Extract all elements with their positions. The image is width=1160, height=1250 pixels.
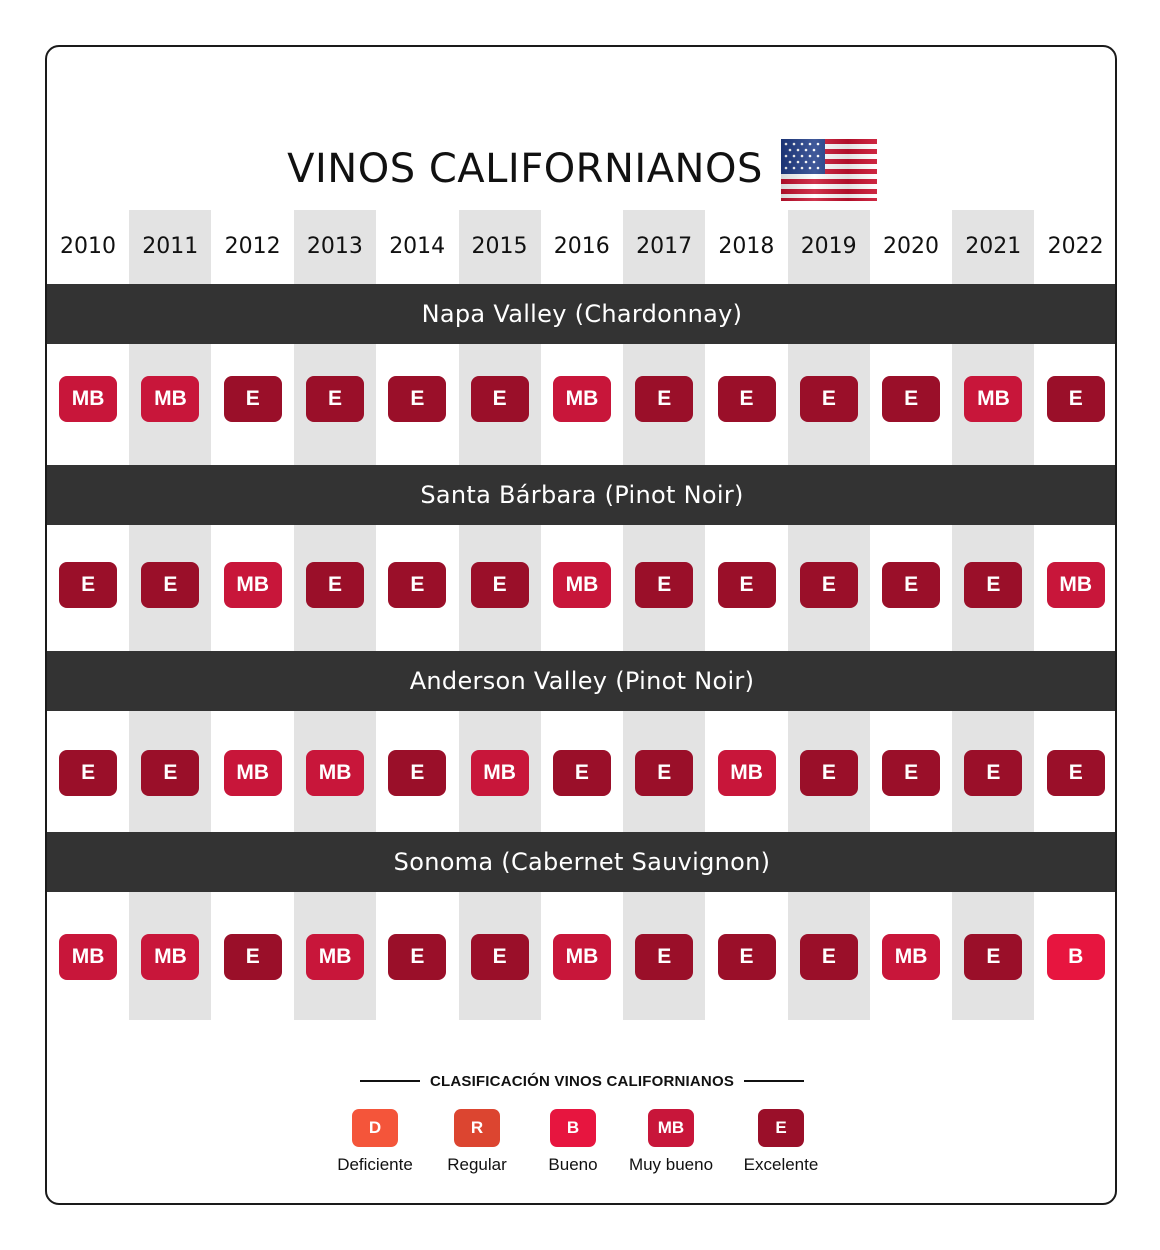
year-header-2019: 2019 xyxy=(800,233,857,259)
rating-badge: MB xyxy=(553,376,611,422)
rating-badge: E xyxy=(553,750,611,796)
rating-badge: E xyxy=(964,562,1022,608)
rating-badge: E xyxy=(224,376,282,422)
rating-badge: E xyxy=(882,376,940,422)
legend-label: Muy bueno xyxy=(628,1155,714,1174)
rating-badge: E xyxy=(306,562,364,608)
rating-badge: E xyxy=(388,562,446,608)
rating-badge: E xyxy=(800,562,858,608)
rating-badge: MB xyxy=(718,750,776,796)
rating-badge: MB xyxy=(306,934,364,980)
rating-badge: E xyxy=(635,376,693,422)
rating-badge: E xyxy=(306,376,364,422)
rating-badge: E xyxy=(882,562,940,608)
page-title: VINOS CALIFORNIANOS xyxy=(287,146,763,192)
region-header: Sonoma (Cabernet Sauvignon) xyxy=(47,832,1117,892)
rating-badge: E xyxy=(635,562,693,608)
rating-badge: E xyxy=(718,562,776,608)
rating-badge: E xyxy=(882,750,940,796)
rating-badge: E xyxy=(59,562,117,608)
rating-badge: E xyxy=(800,934,858,980)
year-header-2018: 2018 xyxy=(718,233,775,259)
rating-badge: MB xyxy=(964,376,1022,422)
rating-badge: E xyxy=(800,750,858,796)
year-header-2015: 2015 xyxy=(471,233,528,259)
year-header-2010: 2010 xyxy=(60,233,116,259)
rating-badge: MB xyxy=(471,750,529,796)
header xyxy=(47,129,1117,209)
rating-badge: E xyxy=(224,934,282,980)
year-header-2021: 2021 xyxy=(965,233,1022,259)
year-header-2022: 2022 xyxy=(1047,233,1104,259)
rating-badge: E xyxy=(388,934,446,980)
year-header-2020: 2020 xyxy=(883,233,939,259)
rating-badge: E xyxy=(635,750,693,796)
legend-divider-left xyxy=(360,1080,420,1082)
rating-badge: E xyxy=(141,562,199,608)
region-header: Napa Valley (Chardonnay) xyxy=(47,284,1117,344)
legend-swatch: E xyxy=(758,1109,804,1147)
year-header-2017: 2017 xyxy=(636,233,693,259)
rating-badge: E xyxy=(800,376,858,422)
legend-item xyxy=(621,1109,721,1189)
rating-badge: MB xyxy=(224,562,282,608)
rating-badge: E xyxy=(964,750,1022,796)
rating-badge: MB xyxy=(306,750,364,796)
legend-title-row xyxy=(47,1069,1117,1093)
rating-badge: E xyxy=(1047,376,1105,422)
legend-title: CLASIFICACIÓN VINOS CALIFORNIANOS xyxy=(429,1072,735,1090)
rating-badge: E xyxy=(388,376,446,422)
legend-item xyxy=(731,1109,831,1189)
vintage-chart-card xyxy=(45,45,1117,1205)
rating-badge: B xyxy=(1047,934,1105,980)
rating-badge: E xyxy=(718,934,776,980)
legend-label: Regular xyxy=(447,1155,507,1174)
rating-badge: E xyxy=(718,376,776,422)
year-header-2012: 2012 xyxy=(224,233,281,259)
year-header-2011: 2011 xyxy=(142,233,199,259)
region-header: Santa Bárbara (Pinot Noir) xyxy=(47,465,1117,525)
region-header: Anderson Valley (Pinot Noir) xyxy=(47,651,1117,711)
legend-item xyxy=(523,1109,623,1189)
year-header-2014: 2014 xyxy=(389,233,446,259)
legend-swatch: MB xyxy=(648,1109,694,1147)
rating-badge: MB xyxy=(59,934,117,980)
us-flag-icon xyxy=(781,135,877,203)
year-header-2013: 2013 xyxy=(306,233,363,259)
legend-label: Excelente xyxy=(743,1155,819,1174)
rating-badge: MB xyxy=(882,934,940,980)
legend-item xyxy=(325,1109,425,1189)
rating-badge: MB xyxy=(1047,562,1105,608)
rating-badge: E xyxy=(388,750,446,796)
rating-badge: MB xyxy=(553,934,611,980)
rating-badge: E xyxy=(141,750,199,796)
rating-badge: E xyxy=(1047,750,1105,796)
legend-divider-right xyxy=(744,1080,804,1082)
rating-badge: MB xyxy=(141,934,199,980)
legend-swatch: B xyxy=(550,1109,596,1147)
rating-badge: E xyxy=(471,562,529,608)
legend-swatch: R xyxy=(454,1109,500,1147)
year-header-2016: 2016 xyxy=(553,233,610,259)
legend-item xyxy=(427,1109,527,1189)
rating-badge: E xyxy=(964,934,1022,980)
legend-swatch: D xyxy=(352,1109,398,1147)
rating-badge: MB xyxy=(59,376,117,422)
rating-badge: MB xyxy=(553,562,611,608)
rating-badge: E xyxy=(471,934,529,980)
rating-badge: E xyxy=(635,934,693,980)
legend-label: Bueno xyxy=(548,1155,598,1174)
rating-badge: MB xyxy=(141,376,199,422)
rating-badge: MB xyxy=(224,750,282,796)
rating-badge: E xyxy=(471,376,529,422)
legend-label: Deficiente xyxy=(337,1155,413,1174)
rating-badge: E xyxy=(59,750,117,796)
